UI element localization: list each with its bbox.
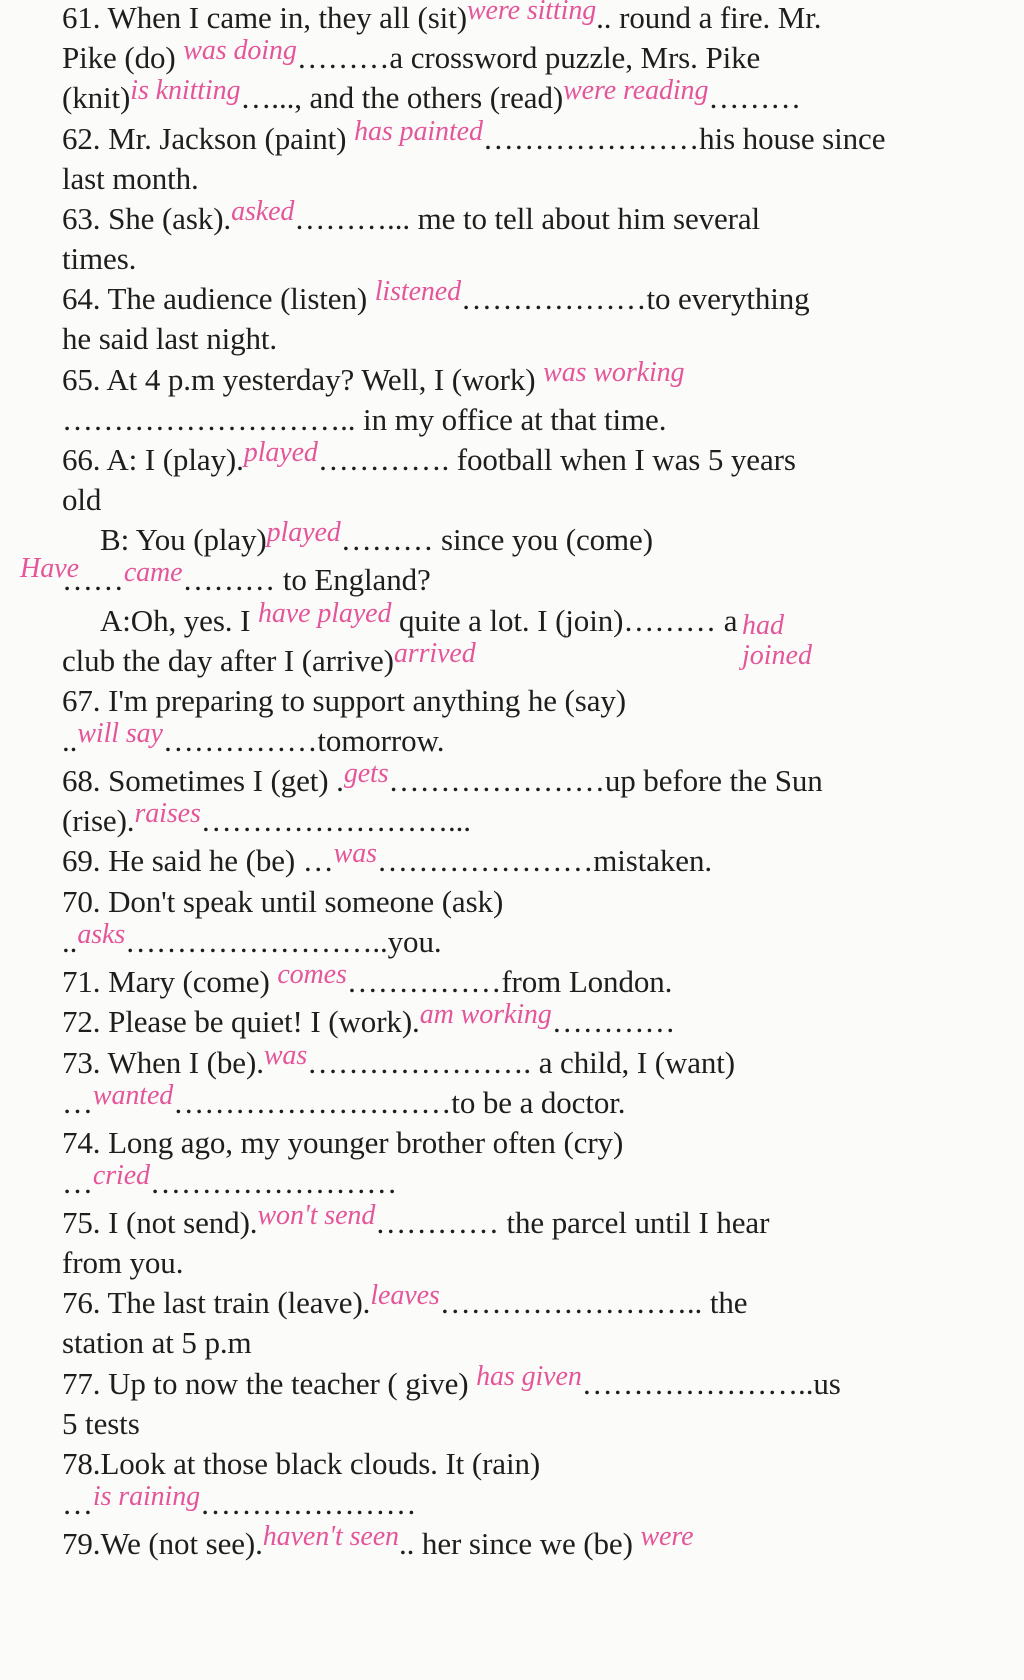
handwritten-answer: wanted bbox=[92, 1080, 174, 1111]
handwritten-answer: asks bbox=[77, 919, 126, 950]
printed-text: ………………… bbox=[200, 1486, 417, 1521]
printed-text: …………………. a child, I (want) bbox=[307, 1045, 735, 1080]
handwritten-answer: was bbox=[263, 1040, 308, 1071]
printed-text: …………. football when I was 5 years bbox=[317, 442, 796, 477]
printed-text: ……………………….. in my office at that time. bbox=[62, 402, 667, 437]
exercise-line bbox=[62, 402, 666, 438]
answer-joined: joined bbox=[742, 640, 812, 671]
printed-text: 62. Mr. Jackson (paint) bbox=[62, 121, 355, 156]
printed-text: 71. Mary (come) bbox=[62, 964, 278, 999]
handwritten-answer: was bbox=[333, 838, 377, 869]
handwritten-answer: comes bbox=[277, 959, 347, 990]
handwritten-answer: am working bbox=[419, 999, 552, 1030]
exercise-line bbox=[62, 638, 476, 681]
answer-had: had bbox=[742, 610, 784, 641]
printed-text: 76. The last train (leave). bbox=[62, 1285, 371, 1320]
printed-text: 69. He said he (be) … bbox=[62, 843, 334, 878]
printed-text: last month. bbox=[62, 161, 199, 196]
printed-text: station at 5 p.m bbox=[62, 1325, 252, 1360]
printed-text: quite a lot. I (join)……… a bbox=[391, 603, 738, 638]
handwritten-answer: cried bbox=[92, 1160, 150, 1191]
printed-text: (rise). bbox=[62, 803, 135, 838]
handwritten-answer: were bbox=[640, 1521, 694, 1552]
exercise-line bbox=[62, 999, 676, 1042]
printed-text: he said last night. bbox=[62, 321, 278, 356]
printed-text: 66. A: I (play). bbox=[62, 442, 244, 477]
handwritten-answer: is raining bbox=[92, 1481, 201, 1512]
handwritten-answer: were sitting bbox=[466, 0, 597, 26]
exercise-line bbox=[62, 1245, 183, 1281]
exercise-line bbox=[62, 241, 136, 277]
exercise-line bbox=[62, 838, 713, 881]
margin-correction-have: Have bbox=[20, 553, 80, 584]
printed-text: ………………to everything bbox=[461, 281, 810, 316]
printed-text: 79.We (not see). bbox=[62, 1526, 263, 1561]
printed-text: ……… bbox=[708, 80, 802, 115]
exercise-line bbox=[62, 1125, 623, 1161]
printed-text: ……… since you (come) bbox=[340, 522, 653, 557]
printed-text: ………… bbox=[551, 1004, 676, 1039]
printed-text: …..., and the others (read) bbox=[240, 80, 564, 115]
handwritten-answer: won't send bbox=[257, 1200, 376, 1231]
exercise-line bbox=[62, 919, 442, 962]
printed-text: .. her since we (be) bbox=[398, 1526, 641, 1561]
printed-text: from you. bbox=[62, 1245, 184, 1280]
printed-text: times. bbox=[62, 241, 137, 276]
exercise-line bbox=[62, 116, 886, 159]
exercise-line bbox=[62, 1040, 735, 1083]
handwritten-answer: raises bbox=[134, 798, 201, 829]
handwritten-answer: played bbox=[243, 437, 318, 468]
printed-text: …………………… bbox=[149, 1165, 398, 1200]
exercise-line bbox=[62, 35, 761, 78]
printed-text: … bbox=[62, 1486, 93, 1521]
printed-text: …………………his house since bbox=[482, 121, 886, 156]
printed-text: 67. I'm preparing to support anything he (say) bbox=[62, 683, 627, 718]
exercise-line bbox=[62, 357, 685, 400]
exercise-line bbox=[62, 196, 761, 239]
printed-text: 68. Sometimes I (get) . bbox=[62, 763, 344, 798]
printed-text: .. bbox=[62, 723, 78, 758]
handwritten-answer: listened bbox=[374, 276, 462, 307]
handwritten-answer: was working bbox=[543, 357, 685, 388]
handwritten-answer: was doing bbox=[183, 35, 297, 66]
printed-text: ………a crossword puzzle, Mrs. Pike bbox=[296, 40, 761, 75]
exercise-line bbox=[62, 161, 199, 197]
handwritten-answer: has painted bbox=[354, 116, 483, 147]
exercise-line bbox=[62, 1200, 770, 1243]
exercise-line bbox=[62, 1406, 140, 1442]
exercise-line bbox=[62, 276, 810, 319]
handwritten-answer: have played bbox=[257, 598, 392, 629]
printed-text: ……………………..you. bbox=[125, 924, 442, 959]
printed-text: ………………………to be a doctor. bbox=[173, 1085, 626, 1120]
exercise-line bbox=[100, 517, 653, 560]
exercise-line bbox=[62, 482, 101, 518]
printed-text: 74. Long ago, my younger brother often (cry) bbox=[62, 1125, 624, 1160]
exercise-line bbox=[62, 1481, 417, 1524]
printed-text: A:Oh, yes. I bbox=[100, 603, 258, 638]
printed-text: ………... me to tell about him several bbox=[294, 201, 761, 236]
exercise-line bbox=[62, 1446, 540, 1482]
printed-text: old bbox=[62, 482, 102, 517]
printed-text: 73. When I (be). bbox=[62, 1045, 264, 1080]
printed-text: 5 tests bbox=[62, 1406, 140, 1441]
printed-text: …… bbox=[62, 562, 124, 597]
handwritten-answer: is knitting bbox=[130, 75, 241, 106]
handwritten-answer: haven't seen bbox=[262, 1521, 399, 1552]
printed-text: .. bbox=[62, 924, 78, 959]
exercise-line bbox=[62, 1080, 626, 1123]
printed-text: Pike (do) bbox=[62, 40, 184, 75]
printed-text: …………………..us bbox=[581, 1366, 841, 1401]
exercise-line bbox=[62, 1325, 252, 1361]
exercise-line bbox=[62, 798, 471, 841]
printed-text: .. round a fire. Mr. bbox=[596, 0, 822, 35]
handwritten-answer: has given bbox=[476, 1361, 582, 1392]
printed-text: 75. I (not send). bbox=[62, 1205, 258, 1240]
printed-text: ……… to England? bbox=[182, 562, 431, 597]
printed-text: 77. Up to now the teacher ( give) bbox=[62, 1366, 477, 1401]
printed-text: ……………from London. bbox=[346, 964, 673, 999]
exercise-line bbox=[62, 718, 445, 761]
printed-text: …………………….. the bbox=[439, 1285, 748, 1320]
exercise-line bbox=[62, 437, 796, 480]
exercise-line bbox=[62, 321, 277, 357]
exercise-line bbox=[62, 557, 431, 600]
handwritten-answer: asked bbox=[231, 196, 295, 227]
printed-text: 61. When I came in, they all (sit) bbox=[62, 0, 467, 35]
printed-text: ………… the parcel until I hear bbox=[375, 1205, 770, 1240]
printed-text: 63. She (ask). bbox=[62, 201, 232, 236]
printed-text: 72. Please be quiet! I (work). bbox=[62, 1004, 420, 1039]
printed-text: 64. The audience (listen) bbox=[62, 281, 375, 316]
exercise-line bbox=[62, 1160, 398, 1203]
exercise-line bbox=[62, 758, 823, 801]
printed-text: (knit) bbox=[62, 80, 131, 115]
handwritten-answer: will say bbox=[77, 718, 163, 749]
printed-text: ……………tomorrow. bbox=[162, 723, 445, 758]
handwritten-answer: gets bbox=[343, 758, 389, 789]
printed-text: …………………mistaken. bbox=[376, 843, 713, 878]
printed-text: ……………………... bbox=[200, 803, 471, 838]
printed-text: 78.Look at those black clouds. It (rain) bbox=[62, 1446, 541, 1481]
printed-text: club the day after I (arrive) bbox=[62, 643, 394, 678]
printed-text: 65. At 4 p.m yesterday? Well, I (work) bbox=[62, 362, 544, 397]
exercise-line bbox=[100, 598, 738, 641]
exercise-line bbox=[62, 884, 503, 920]
exercise-line bbox=[62, 1280, 748, 1323]
exercise-line bbox=[62, 1521, 694, 1564]
exercise-line bbox=[62, 1361, 841, 1404]
printed-text: … bbox=[62, 1085, 93, 1120]
handwritten-answer: played bbox=[266, 517, 341, 548]
printed-text: 70. Don't speak until someone (ask) bbox=[62, 884, 504, 919]
handwritten-answer: came bbox=[123, 557, 183, 588]
handwritten-answer: were reading bbox=[563, 75, 709, 106]
exercise-line bbox=[62, 683, 626, 719]
exercise-line bbox=[62, 959, 673, 1002]
exercise-line bbox=[62, 75, 802, 118]
exercise-line bbox=[62, 0, 821, 38]
printed-text: B: You (play) bbox=[100, 522, 267, 557]
printed-text: …………………up before the Sun bbox=[388, 763, 823, 798]
handwritten-answer: leaves bbox=[370, 1280, 440, 1311]
printed-text: … bbox=[62, 1165, 93, 1200]
handwritten-answer: arrived bbox=[393, 638, 476, 669]
